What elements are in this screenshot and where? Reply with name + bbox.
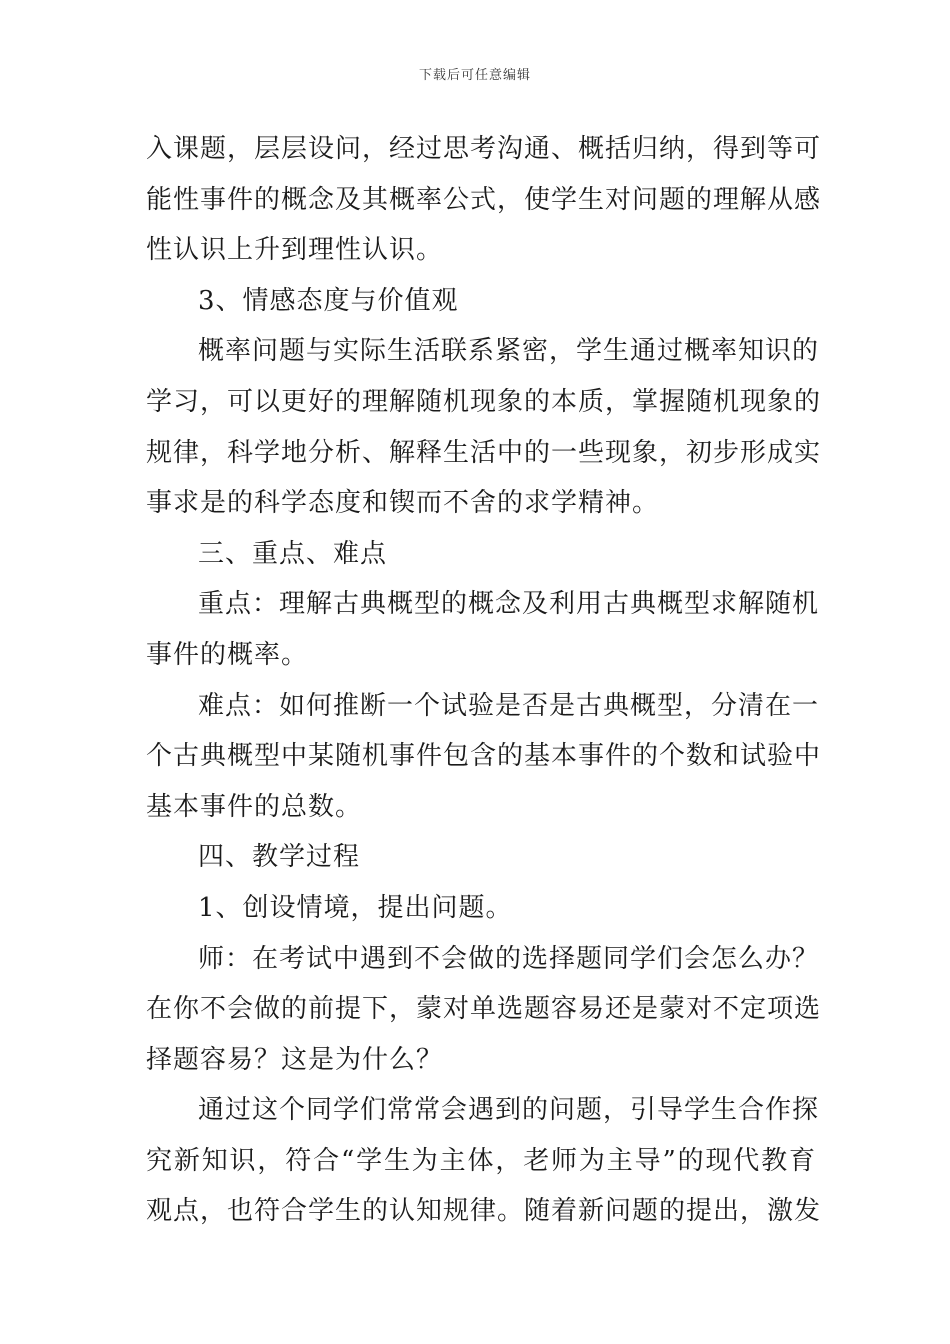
text-line: 1、创设情境，提出问题。 xyxy=(198,892,513,923)
text-line: 究新知识，符合“学生为主体，老师为主导”的现代教育 xyxy=(146,1145,816,1176)
text-line: 观点，也符合学生的认知规律。随着新问题的提出，激发 xyxy=(146,1196,822,1227)
text-line: 难点：如何推断一个试验是否是古典概型，分清在一 xyxy=(198,690,820,721)
text-line: 性认识上升到理性认识。 xyxy=(146,235,444,266)
text-line: 事求是的科学态度和锲而不舍的求学精神。 xyxy=(146,488,660,519)
text-line: 择题容易？这是为什么？ xyxy=(146,1044,444,1075)
text-line: 入课题，层层设问，经过思考沟通、概括归纳，得到等可 xyxy=(146,134,822,164)
text-line: 规律，科学地分析、解释生活中的一些现象，初步形成实 xyxy=(146,437,822,468)
text-line: 三、重点、难点 xyxy=(198,538,388,569)
text-line: 重点：理解古典概型的概念及利用古典概型求解随机 xyxy=(198,589,820,620)
text-line: 基本事件的总数。 xyxy=(146,791,363,822)
text-line: 能性事件的概念及其概率公式，使学生对问题的理解从感 xyxy=(146,184,822,215)
page-header: 下载后可任意编辑 xyxy=(418,68,531,83)
text-line: 概率问题与实际生活联系紧密，学生通过概率知识的 xyxy=(198,336,820,367)
text-line: 事件的概率。 xyxy=(146,639,309,670)
text-line: 四、教学过程 xyxy=(198,842,361,873)
text-line: 学习，可以更好的理解随机现象的本质，掌握随机现象的 xyxy=(146,386,822,417)
text-line: 个古典概型中某随机事件包含的基本事件的个数和试验中 xyxy=(146,741,822,772)
document-body xyxy=(146,124,822,1237)
text-line: 通过这个同学们常常会遇到的问题，引导学生合作探 xyxy=(198,1095,820,1126)
text-line: 在你不会做的前提下，蒙对单选题容易还是蒙对不定项选 xyxy=(146,994,822,1025)
text-line: 3、情感态度与价值观 xyxy=(198,285,459,316)
text-line: 师：在考试中遇到不会做的选择题同学们会怎么办？ xyxy=(198,943,820,974)
